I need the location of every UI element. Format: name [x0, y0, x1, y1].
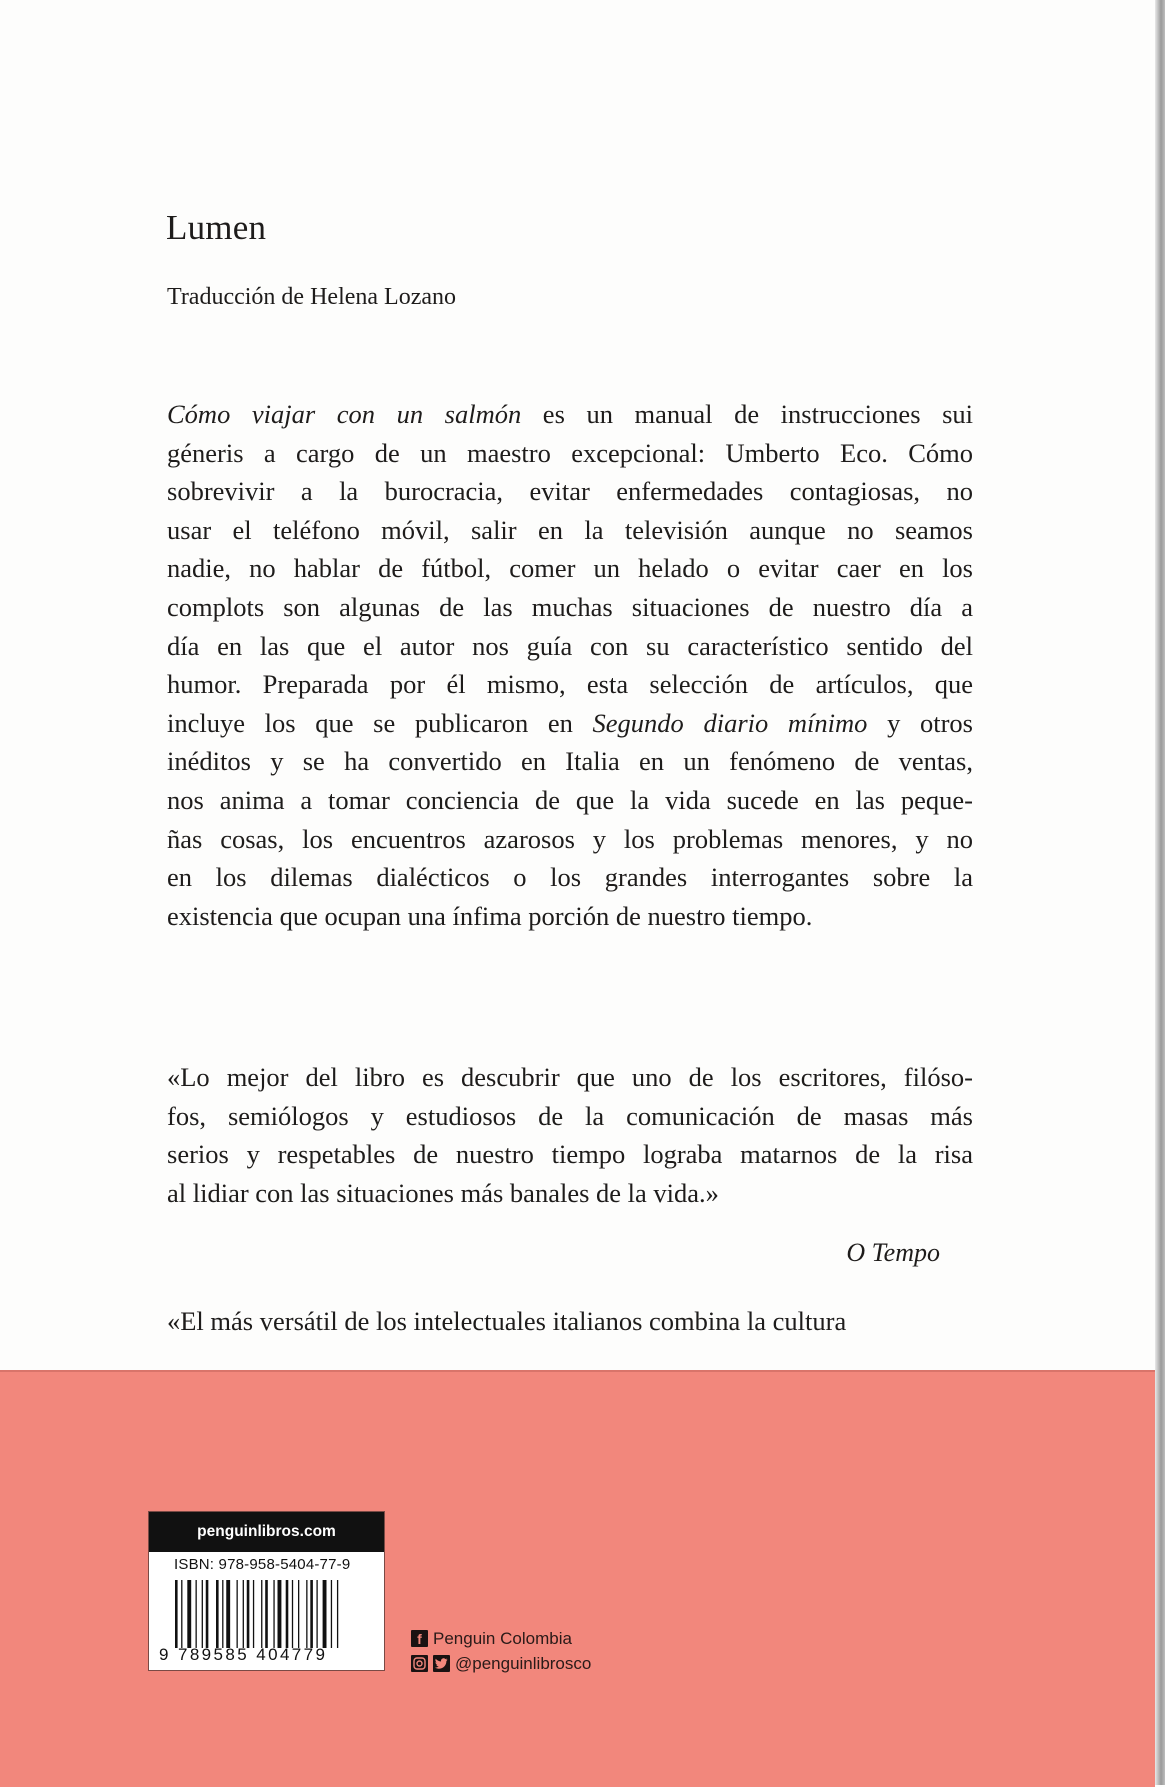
translator-credit: Traducción de Helena Lozano [167, 284, 457, 310]
instagram-icon [411, 1655, 428, 1672]
text-run: usar el teléfono móvil, salir en la televisión aunque no seamos [167, 514, 973, 545]
quote-line: fos, semiólogos y estudiosos de la comunicación de masas más [167, 1100, 973, 1131]
book-title-italic: Segundo diario mínimo [592, 707, 868, 738]
synopsis-line [167, 704, 973, 743]
text-run: en los dilemas dialécticos o los grandes interrogantes sobre la [167, 862, 973, 893]
synopsis-line [167, 665, 973, 704]
website-label: penguinlibros.com [149, 1512, 384, 1552]
synopsis-line [167, 820, 973, 859]
text-run: géneris a cargo de un maestro excepcional: Umberto Eco. Cómo [167, 437, 973, 468]
text-run: complots son algunas de las muchas situaciones de nuestro día a [167, 591, 973, 622]
synopsis [167, 395, 973, 935]
text-run: inéditos y se ha convertido en Italia en un fenómeno de ventas, [167, 746, 973, 777]
synopsis-line [167, 472, 973, 511]
twitter-icon [433, 1655, 450, 1672]
quote-line: al lidiar con las situaciones más banales de la vida.» [167, 1177, 719, 1208]
synopsis-line [167, 549, 973, 588]
quote-source: O Tempo [846, 1238, 940, 1267]
social-links [411, 1626, 591, 1676]
synopsis-line [167, 627, 973, 666]
synopsis-line [167, 395, 973, 434]
review-quote-1 [167, 1058, 973, 1212]
synopsis-line [167, 897, 973, 936]
barcode-icon [175, 1580, 379, 1648]
handle-row [411, 1651, 591, 1676]
text-run: sobrevivir a la burocracia, evitar enfermedades contagiosas, no [167, 476, 973, 507]
text-run: nos anima a tomar conciencia de que la vida sucede en las peque- [167, 784, 973, 815]
synopsis-line [167, 781, 973, 820]
synopsis-line [167, 434, 973, 473]
publisher-name: Lumen [166, 208, 267, 247]
text-run: día en las que el autor nos guía con su característico sentido del [167, 630, 973, 661]
quote-line: serios y respetables de nuestro tiempo lograba matarnos de la risa [167, 1139, 973, 1170]
barcode-digits: 9 789585 404779 [159, 1645, 328, 1664]
page-edge [1155, 0, 1165, 1785]
text-run: nadie, no hablar de fútbol, comer un helado o evitar caer en los [167, 553, 973, 584]
text-run: incluye los que se publicaron en [167, 707, 593, 738]
social-handle: @penguinlibrosco [455, 1653, 592, 1673]
isbn-barcode-label [148, 1511, 385, 1671]
facebook-icon: f [411, 1630, 428, 1647]
quote-line: «Lo mejor del libro es descubrir que uno de los escritores, filóso- [167, 1062, 973, 1092]
text-run: ñas cosas, los encuentros azarosos y los problemas menores, y no [167, 823, 973, 854]
review-quote-2: «El más versátil de los intelectuales italianos combina la cultura [167, 1306, 847, 1336]
synopsis-line [167, 858, 973, 897]
book-title-italic: Cómo viajar con un salmón [167, 399, 522, 429]
text-run: es un manual de instrucciones sui [521, 399, 974, 429]
facebook-label: Penguin Colombia [433, 1628, 572, 1648]
synopsis-line [167, 588, 973, 627]
text-run: y otros [867, 707, 973, 738]
facebook-row [411, 1626, 591, 1651]
text-run: existencia que ocupan una ínfima porción de nuestro tiempo. [167, 900, 813, 931]
synopsis-line [167, 511, 973, 550]
synopsis-line [167, 742, 973, 781]
text-run: humor. Preparada por él mismo, esta selección de artículos, que [167, 669, 973, 700]
isbn-number: ISBN: 978-958-5404-77-9 [174, 1556, 351, 1573]
